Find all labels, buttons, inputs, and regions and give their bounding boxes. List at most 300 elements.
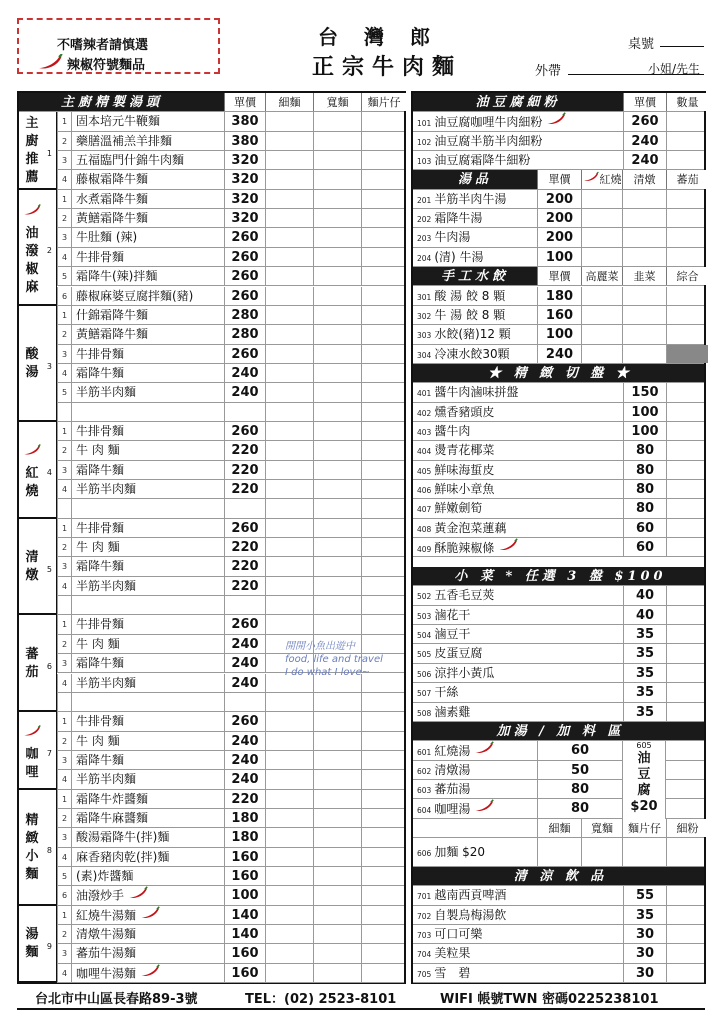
- dumplings-qty[interactable]: [622, 345, 666, 363]
- platters-qty[interactable]: [666, 519, 708, 537]
- wide-noodle-qty[interactable]: [313, 422, 361, 440]
- menu-item-row[interactable]: [19, 519, 404, 538]
- wide-noodle-qty[interactable]: [313, 944, 361, 962]
- wide-noodle-qty[interactable]: [313, 287, 361, 305]
- wide-noodle-qty[interactable]: [313, 848, 361, 866]
- soup-row[interactable]: [413, 248, 704, 267]
- flake-noodle-qty[interactable]: [361, 306, 406, 324]
- thin-noodle-qty[interactable]: [265, 751, 313, 769]
- item-price: 320: [224, 209, 265, 227]
- thin-noodle-qty[interactable]: [265, 596, 313, 614]
- thin-noodle-qty[interactable]: [265, 828, 313, 846]
- soup-qty[interactable]: [622, 190, 666, 208]
- thin-noodle-qty[interactable]: [265, 790, 313, 808]
- wide-noodle-qty[interactable]: [313, 557, 361, 575]
- flake-noodle-qty[interactable]: [361, 345, 406, 363]
- side-dishes-row[interactable]: [413, 664, 704, 683]
- drinks-row[interactable]: [413, 944, 704, 963]
- soup-price: 200: [537, 190, 581, 208]
- menu-item-row[interactable]: [19, 732, 404, 751]
- thin-noodle-qty[interactable]: [265, 519, 313, 537]
- footer-address: 台北市中山區長春路89-3號: [35, 992, 198, 1007]
- soup-qty[interactable]: [666, 190, 708, 208]
- thin-noodle-qty[interactable]: [265, 151, 313, 169]
- flake-noodle-qty[interactable]: [361, 461, 406, 479]
- wide-noodle-qty[interactable]: [313, 964, 361, 982]
- item-price: 240: [224, 654, 265, 672]
- platters-price: 80: [623, 480, 666, 498]
- soup-qty[interactable]: [622, 228, 666, 246]
- dumplings-row[interactable]: [413, 325, 704, 344]
- platters-row[interactable]: [413, 383, 704, 402]
- item-price: 220: [224, 538, 265, 556]
- menu-item-row[interactable]: [19, 925, 404, 944]
- dumplings-qty[interactable]: [581, 325, 622, 343]
- menu-item-row[interactable]: [19, 112, 404, 131]
- thin-noodle-qty[interactable]: [265, 306, 313, 324]
- wide-noodle-qty[interactable]: [313, 906, 361, 924]
- thin-noodle-qty[interactable]: [265, 538, 313, 556]
- menu-item-row[interactable]: [19, 287, 404, 306]
- side-dishes-row[interactable]: [413, 625, 704, 644]
- menu-item-row[interactable]: [19, 557, 404, 576]
- dumplings-qty[interactable]: [622, 306, 666, 324]
- wide-noodle-qty[interactable]: [313, 577, 361, 595]
- wide-noodle-qty[interactable]: [313, 925, 361, 943]
- wide-noodle-qty[interactable]: [313, 441, 361, 459]
- flake-noodle-qty[interactable]: [361, 925, 406, 943]
- wide-noodle-qty[interactable]: [313, 886, 361, 904]
- drinks-qty[interactable]: [666, 925, 708, 943]
- wide-noodle-qty[interactable]: [313, 345, 361, 363]
- menu-item-row[interactable]: [19, 596, 404, 615]
- soup-row[interactable]: [413, 228, 704, 247]
- tofu-noodle-qty[interactable]: [666, 112, 708, 130]
- item-number: 2: [57, 538, 71, 556]
- platters-row[interactable]: [413, 538, 704, 557]
- item-code: 204: [417, 253, 432, 263]
- menu-item-row[interactable]: [19, 248, 404, 267]
- platters-row[interactable]: [413, 519, 704, 538]
- flake-noodle-qty[interactable]: [361, 480, 406, 498]
- thin-noodle-qty[interactable]: [265, 132, 313, 150]
- item-name-text: 牛肉湯: [434, 230, 471, 245]
- flake-noodle-qty[interactable]: [361, 325, 406, 343]
- menu-item-row[interactable]: [19, 190, 404, 209]
- wide-noodle-qty[interactable]: [313, 809, 361, 827]
- thin-noodle-qty[interactable]: [265, 615, 313, 633]
- side-dishes-qty[interactable]: [666, 703, 708, 721]
- menu-item-row[interactable]: [19, 383, 404, 402]
- platters-name: [413, 538, 623, 556]
- flake-noodle-qty[interactable]: [361, 190, 406, 208]
- dumplings-row[interactable]: [413, 287, 704, 306]
- thin-noodle-qty[interactable]: [265, 925, 313, 943]
- item-name-text: 咖哩湯: [434, 801, 471, 816]
- menu-item-row[interactable]: [19, 577, 404, 596]
- platters-qty[interactable]: [666, 441, 708, 459]
- extra-noodle-row[interactable]: [413, 838, 704, 867]
- drinks-qty[interactable]: [666, 964, 708, 982]
- menu-item-row[interactable]: [19, 770, 404, 789]
- item-name-text: 蕃茄湯: [434, 781, 471, 796]
- thin-noodle-qty[interactable]: [265, 867, 313, 885]
- thin-noodle-qty[interactable]: [265, 248, 313, 266]
- menu-item-row[interactable]: [19, 615, 404, 634]
- menu-item-row[interactable]: [19, 944, 404, 963]
- platters-row[interactable]: [413, 403, 704, 422]
- dumplings-qty[interactable]: [666, 306, 708, 324]
- wide-noodle-qty[interactable]: [313, 828, 361, 846]
- extra-noodle-qty[interactable]: [581, 838, 622, 866]
- flake-noodle-qty[interactable]: [361, 383, 406, 401]
- group-name: 精 緻 小 麵: [25, 812, 39, 882]
- side-dishes-qty[interactable]: [666, 644, 708, 662]
- menu-item-row[interactable]: [19, 712, 404, 731]
- flake-noodle-qty[interactable]: [361, 964, 406, 982]
- platters-qty[interactable]: [666, 403, 708, 421]
- wide-noodle-qty[interactable]: [313, 383, 361, 401]
- item-number: 4: [57, 577, 71, 595]
- wide-noodle-qty[interactable]: [313, 770, 361, 788]
- platters-row[interactable]: [413, 499, 704, 518]
- platters-qty[interactable]: [666, 422, 708, 440]
- table-number-field[interactable]: [660, 46, 704, 47]
- side-dishes-qty[interactable]: [666, 586, 708, 604]
- menu-item-row[interactable]: [19, 441, 404, 460]
- wide-noodle-qty[interactable]: [313, 461, 361, 479]
- flake-noodle-qty[interactable]: [361, 848, 406, 866]
- item-name: 蕃茄牛湯麵: [71, 944, 224, 962]
- side-dishes-qty[interactable]: [666, 606, 708, 624]
- item-number: 2: [57, 809, 71, 827]
- wide-noodle-qty[interactable]: [313, 190, 361, 208]
- thin-noodle-qty[interactable]: [265, 287, 313, 305]
- wide-noodle-qty[interactable]: [313, 325, 361, 343]
- thin-noodle-qty[interactable]: [265, 112, 313, 130]
- menu-item-row[interactable]: [19, 364, 404, 383]
- soup-row[interactable]: [413, 209, 704, 228]
- item-name: 霜降牛麻醬麵: [71, 809, 224, 827]
- soup-qty[interactable]: [622, 248, 666, 266]
- extra-noodle-qty[interactable]: [666, 838, 708, 866]
- thin-noodle-qty[interactable]: [265, 422, 313, 440]
- menu-item-row[interactable]: [19, 151, 404, 170]
- dumplings-qty[interactable]: [581, 345, 622, 363]
- thin-noodle-qty[interactable]: [265, 170, 313, 188]
- wide-noodle-qty[interactable]: [313, 228, 361, 246]
- flake-noodle-qty[interactable]: [361, 209, 406, 227]
- menu-item-row[interactable]: [19, 325, 404, 344]
- flake-noodle-qty[interactable]: [361, 151, 406, 169]
- item-price: 260: [224, 248, 265, 266]
- wide-noodle-qty[interactable]: [313, 151, 361, 169]
- thin-noodle-qty[interactable]: [265, 693, 313, 711]
- tofu-noodle-row[interactable]: [413, 112, 704, 131]
- menu-item-row[interactable]: [19, 345, 404, 364]
- flake-noodle-qty[interactable]: [361, 867, 406, 885]
- side-dishes-row[interactable]: [413, 644, 704, 663]
- item-name-text: 鮮嫩劍筍: [434, 501, 483, 516]
- platters-qty[interactable]: [666, 461, 708, 479]
- menu-item-row[interactable]: [19, 809, 404, 828]
- menu-item-row[interactable]: [19, 886, 404, 905]
- flake-noodle-qty[interactable]: [361, 364, 406, 382]
- item-price: 260: [224, 519, 265, 537]
- dumplings-qty[interactable]: [666, 287, 708, 305]
- extra-noodle-qty[interactable]: [622, 838, 666, 866]
- wide-noodle-qty[interactable]: [313, 693, 361, 711]
- dumplings-qty[interactable]: [622, 325, 666, 343]
- flake-noodle-qty[interactable]: [361, 538, 406, 556]
- platters-qty[interactable]: [666, 383, 708, 401]
- item-code: 202: [417, 215, 432, 225]
- wide-noodle-qty[interactable]: [313, 615, 361, 633]
- dumplings-qty[interactable]: [666, 325, 708, 343]
- flake-noodle-qty[interactable]: [361, 906, 406, 924]
- wide-noodle-qty[interactable]: [313, 209, 361, 227]
- addon-tofu-cell[interactable]: [622, 741, 666, 818]
- flake-noodle-qty[interactable]: [361, 403, 406, 421]
- wide-noodle-qty[interactable]: [313, 596, 361, 614]
- drinks-row[interactable]: [413, 906, 704, 925]
- soup-price: 100: [537, 248, 581, 266]
- side-dishes-qty[interactable]: [666, 664, 708, 682]
- flake-noodle-qty[interactable]: [361, 267, 406, 285]
- thin-noodle-qty[interactable]: [265, 461, 313, 479]
- menu-item-row[interactable]: [19, 693, 404, 712]
- soup-qty[interactable]: [666, 228, 708, 246]
- tofu-noodle-qty[interactable]: [666, 132, 708, 150]
- platters-qty[interactable]: [666, 480, 708, 498]
- platters-row[interactable]: [413, 461, 704, 480]
- wide-noodle-qty[interactable]: [313, 267, 361, 285]
- item-number: 4: [57, 364, 71, 382]
- tofu-noodle-row[interactable]: [413, 151, 704, 170]
- tofu-noodle-qty[interactable]: [666, 151, 708, 169]
- drinks-qty[interactable]: [666, 886, 708, 904]
- flake-noodle-qty[interactable]: [361, 228, 406, 246]
- wide-noodle-qty[interactable]: [313, 790, 361, 808]
- thin-noodle-qty[interactable]: [265, 441, 313, 459]
- menu-item-row[interactable]: [19, 538, 404, 557]
- soup-price: 200: [537, 228, 581, 246]
- dumplings-row[interactable]: [413, 345, 704, 364]
- flake-noodle-qty[interactable]: [361, 828, 406, 846]
- takeout-label: 外帶: [535, 64, 562, 79]
- item-code: 602: [417, 766, 432, 776]
- tofu-noodle-name: [413, 132, 623, 150]
- wide-noodle-qty[interactable]: [313, 867, 361, 885]
- thin-noodle-qty[interactable]: [265, 209, 313, 227]
- extra-noodle-qty[interactable]: [537, 838, 581, 866]
- item-price: 280: [224, 325, 265, 343]
- side-dishes-qty[interactable]: [666, 625, 708, 643]
- dumplings-qty[interactable]: [666, 345, 708, 363]
- item-name: 牛排骨麵: [71, 519, 224, 537]
- dumplings-row[interactable]: [413, 306, 704, 325]
- thin-noodle-qty[interactable]: [265, 906, 313, 924]
- thin-noodle-qty[interactable]: [265, 809, 313, 827]
- drinks-row[interactable]: [413, 964, 704, 983]
- dumplings-qty[interactable]: [622, 287, 666, 305]
- flake-noodle-qty[interactable]: [361, 693, 406, 711]
- thin-noodle-qty[interactable]: [265, 577, 313, 595]
- thin-noodle-qty[interactable]: [265, 345, 313, 363]
- thin-noodle-qty[interactable]: [265, 190, 313, 208]
- thin-noodle-qty[interactable]: [265, 325, 313, 343]
- flake-noodle-qty[interactable]: [361, 712, 406, 730]
- thin-noodle-qty[interactable]: [265, 499, 313, 517]
- menu-item-row[interactable]: [19, 228, 404, 247]
- wide-noodle-qty[interactable]: [313, 480, 361, 498]
- item-name: 麻香豬肉乾(拌)麵: [71, 848, 224, 866]
- thin-noodle-qty[interactable]: [265, 712, 313, 730]
- drinks-row[interactable]: [413, 925, 704, 944]
- soup-qty[interactable]: [666, 248, 708, 266]
- flake-noodle-qty[interactable]: [361, 519, 406, 537]
- thin-noodle-qty[interactable]: [265, 557, 313, 575]
- soup-row[interactable]: [413, 190, 704, 209]
- wide-noodle-qty[interactable]: [313, 712, 361, 730]
- side-dishes-row[interactable]: [413, 586, 704, 605]
- item-number: [57, 693, 71, 711]
- item-price: 140: [224, 925, 265, 943]
- side-dishes-qty[interactable]: [666, 683, 708, 701]
- flake-noodle-qty[interactable]: [361, 732, 406, 750]
- wide-noodle-qty[interactable]: [313, 403, 361, 421]
- flake-noodle-qty[interactable]: [361, 596, 406, 614]
- menu-item-row[interactable]: [19, 170, 404, 189]
- flake-noodle-qty[interactable]: [361, 422, 406, 440]
- thin-noodle-qty[interactable]: [265, 886, 313, 904]
- menu-item-row[interactable]: [19, 480, 404, 499]
- flake-noodle-qty[interactable]: [361, 886, 406, 904]
- menu-item-row[interactable]: [19, 209, 404, 228]
- flake-noodle-qty[interactable]: [361, 112, 406, 130]
- item-name-text: 霜降牛湯: [434, 211, 483, 226]
- dumplings-qty[interactable]: [581, 287, 622, 305]
- menu-item-row[interactable]: [19, 964, 404, 983]
- wide-noodle-qty[interactable]: [313, 248, 361, 266]
- thin-noodle-qty[interactable]: [265, 228, 313, 246]
- flake-noodle-qty[interactable]: [361, 248, 406, 266]
- wide-noodle-qty[interactable]: [313, 112, 361, 130]
- flake-noodle-qty[interactable]: [361, 287, 406, 305]
- wide-noodle-qty[interactable]: [313, 364, 361, 382]
- item-name-text: 燻香豬頭皮: [434, 404, 495, 419]
- menu-item-row[interactable]: [19, 132, 404, 151]
- wide-noodle-qty[interactable]: [313, 170, 361, 188]
- side-dishes-row[interactable]: [413, 606, 704, 625]
- flake-noodle-qty[interactable]: [361, 809, 406, 827]
- drinks-qty[interactable]: [666, 944, 708, 962]
- chili-pepper-icon: [23, 724, 41, 744]
- item-code: 704: [417, 950, 432, 960]
- menu-item-row[interactable]: [19, 403, 404, 422]
- item-name: 紅燒牛湯麵: [71, 906, 224, 924]
- item-number: 1: [57, 790, 71, 808]
- platters-row[interactable]: [413, 480, 704, 499]
- thin-noodle-qty[interactable]: [265, 267, 313, 285]
- menu-item-row[interactable]: [19, 422, 404, 441]
- soup-qty[interactable]: [581, 209, 622, 227]
- wide-noodle-qty[interactable]: [313, 499, 361, 517]
- menu-item-row[interactable]: [19, 906, 404, 925]
- soup-qty[interactable]: [581, 228, 622, 246]
- side-dishes-row[interactable]: [413, 703, 704, 722]
- platters-qty[interactable]: [666, 538, 708, 556]
- soup-qty[interactable]: [622, 209, 666, 227]
- thin-noodle-qty[interactable]: [265, 403, 313, 421]
- thin-noodle-qty[interactable]: [265, 732, 313, 750]
- flake-noodle-qty[interactable]: [361, 441, 406, 459]
- menu-item-row[interactable]: [19, 867, 404, 886]
- wide-noodle-qty[interactable]: [313, 538, 361, 556]
- flake-noodle-qty[interactable]: [361, 132, 406, 150]
- menu-item-row[interactable]: [19, 828, 404, 847]
- menu-item-row[interactable]: [19, 306, 404, 325]
- menu-item-row[interactable]: [19, 751, 404, 770]
- addon-tofu-price: $20: [630, 799, 658, 815]
- menu-item-row[interactable]: [19, 848, 404, 867]
- flake-noodle-qty[interactable]: [361, 770, 406, 788]
- thin-noodle-qty[interactable]: [265, 383, 313, 401]
- item-code: 409: [417, 544, 432, 554]
- thin-noodle-qty[interactable]: [265, 964, 313, 982]
- menu-item-row[interactable]: [19, 790, 404, 809]
- wide-noodle-qty[interactable]: [313, 306, 361, 324]
- flake-noodle-qty[interactable]: [361, 170, 406, 188]
- flake-noodle-qty[interactable]: [361, 751, 406, 769]
- item-number: 1: [57, 519, 71, 537]
- tofu-noodle-row[interactable]: [413, 132, 704, 151]
- thin-noodle-qty[interactable]: [265, 848, 313, 866]
- flake-noodle-qty[interactable]: [361, 790, 406, 808]
- platters-row[interactable]: [413, 422, 704, 441]
- wide-noodle-qty[interactable]: [313, 132, 361, 150]
- thin-noodle-qty[interactable]: [265, 944, 313, 962]
- flake-noodle-qty[interactable]: [361, 557, 406, 575]
- wide-noodle-qty[interactable]: [313, 732, 361, 750]
- flake-noodle-qty[interactable]: [361, 944, 406, 962]
- flake-noodle-qty[interactable]: [361, 615, 406, 633]
- menu-item-row[interactable]: [19, 461, 404, 480]
- drinks-qty[interactable]: [666, 906, 708, 924]
- platters-qty[interactable]: [666, 499, 708, 517]
- dumplings-qty[interactable]: [581, 306, 622, 324]
- thin-noodle-qty[interactable]: [265, 480, 313, 498]
- soup-qty[interactable]: [581, 248, 622, 266]
- side-dishes-row[interactable]: [413, 683, 704, 702]
- menu-item-row[interactable]: [19, 267, 404, 286]
- flake-noodle-qty[interactable]: [361, 499, 406, 517]
- group-number: 9: [46, 942, 52, 952]
- side-dishes-name: [413, 683, 623, 701]
- item-number: 1: [57, 190, 71, 208]
- platters-row[interactable]: [413, 441, 704, 460]
- flake-noodle-qty[interactable]: [361, 577, 406, 595]
- soup-qty[interactable]: [666, 209, 708, 227]
- wide-noodle-qty[interactable]: [313, 751, 361, 769]
- thin-noodle-qty[interactable]: [265, 364, 313, 382]
- left-menu-column-header: 麵片仔: [361, 93, 406, 111]
- menu-item-row[interactable]: [19, 499, 404, 518]
- drinks-row[interactable]: [413, 886, 704, 905]
- wide-noodle-qty[interactable]: [313, 519, 361, 537]
- thin-noodle-qty[interactable]: [265, 770, 313, 788]
- soup-qty[interactable]: [581, 190, 622, 208]
